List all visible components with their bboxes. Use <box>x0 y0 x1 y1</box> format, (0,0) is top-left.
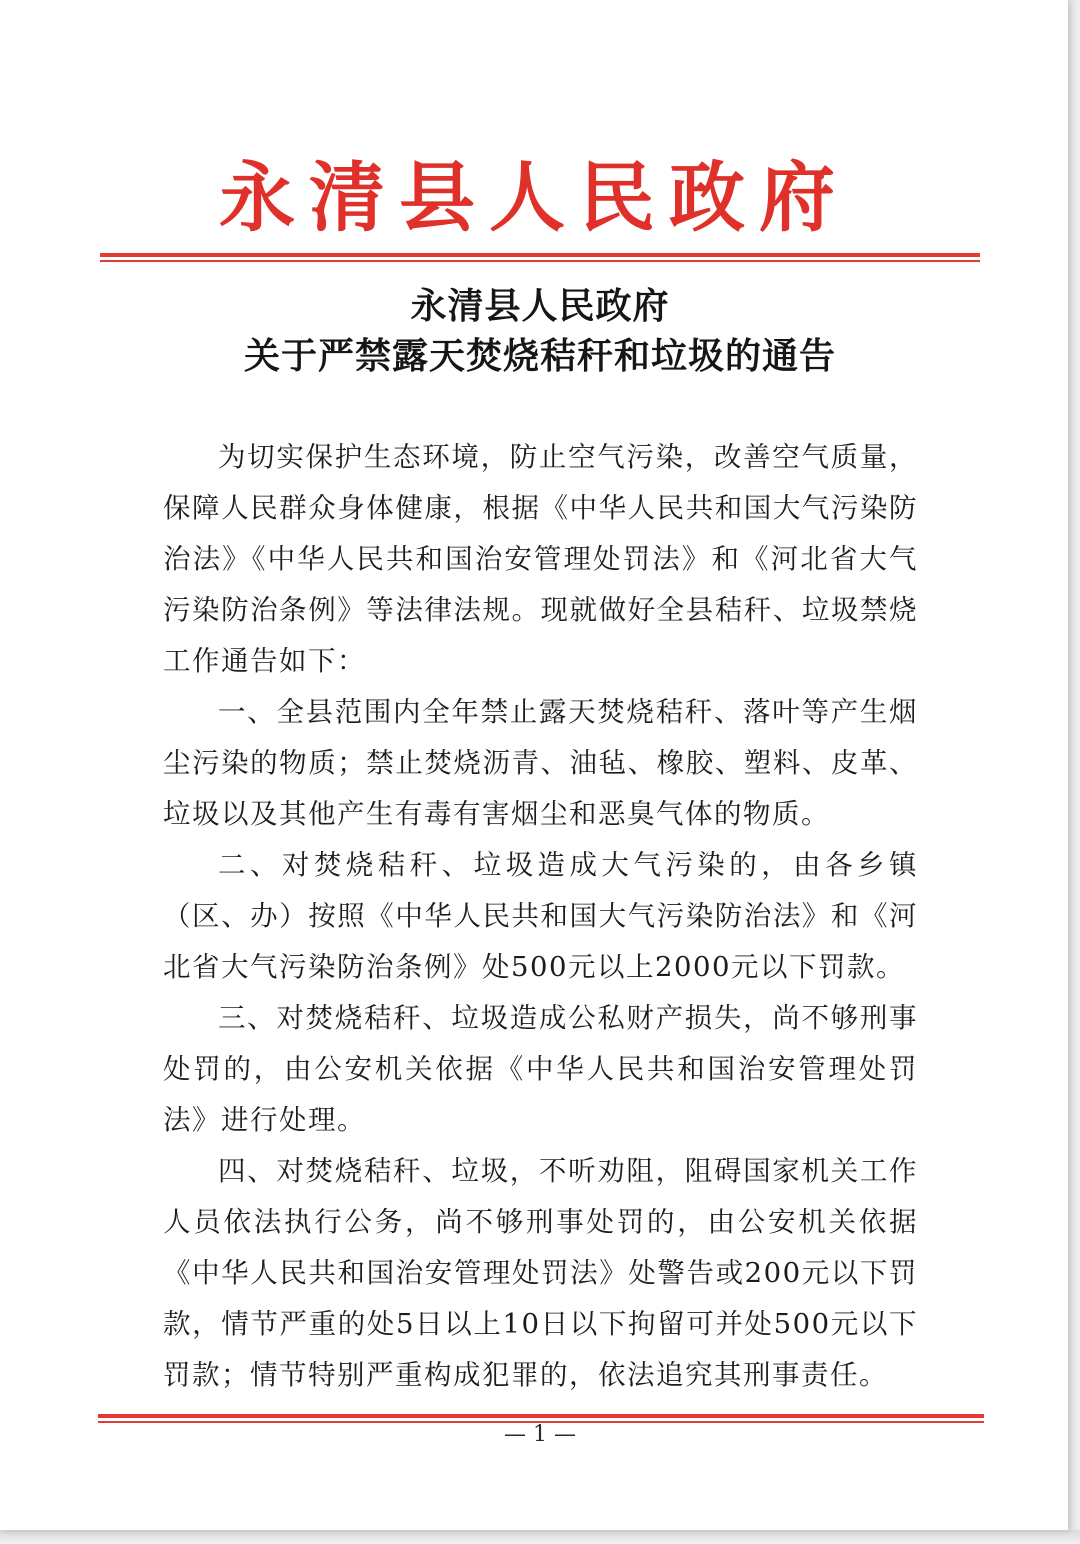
body-paragraph-item-2: 二、对焚烧秸秆、垃圾造成大气污染的，由各乡镇（区、办）按照《中华人民共和国大气污染防治法》和《河北省大气污染防治条例》处500元以上2000元以下罚款。 <box>163 849 918 983</box>
footer-rule-thick-line <box>98 1414 984 1418</box>
header-red-rule <box>100 253 980 262</box>
document-header-issuer: 永清县人民政府 <box>219 153 849 242</box>
document-title-line-2: 关于严禁露天焚烧秸秆和垃圾的通告 <box>243 335 836 377</box>
header-rule-thin-line <box>100 260 980 262</box>
page-bottom-edge-shadow <box>0 1530 1080 1544</box>
body-paragraph-item-4: 四、对焚烧秸秆、垃圾，不听劝阻，阻碍国家机关工作人员依法执行公务，尚不够刑事处罚的，由公安机关依据《中华人民共和国治安管理处罚法》处警告或200元以下罚款，情节严重的处5日以上10日以下拘留可并处500元以下罚款；情节特别严重构成犯罪的，依法追究其刑事责任。 <box>163 1155 918 1391</box>
document-title-line-1: 永清县人民政府 <box>410 285 670 327</box>
header-rule-thick-line <box>100 253 980 257</box>
page-number: — 1 — <box>504 1422 576 1447</box>
body-paragraph-preamble: 为切实保护生态环境，防止空气污染，改善空气质量，保障人民群众身体健康，根据《中华人民共和国大气污染防治法》《中华人民共和国治安管理处罚法》和《河北省大气污染防治条例》等法律法规。现就做好全县秸秆、垃圾禁烧工作通告如下： <box>163 441 918 677</box>
body-paragraph-item-1: 一、全县范围内全年禁止露天焚烧秸秆、落叶等产生烟尘污染的物质；禁止焚烧沥青、油毡、橡胶、塑料、皮革、垃圾以及其他产生有毒有害烟尘和恶臭气体的物质。 <box>163 696 918 830</box>
body-paragraph-item-3: 三、对焚烧秸秆、垃圾造成公私财产损失，尚不够刑事处罚的，由公安机关依据《中华人民共和国治安管理处罚法》进行处理。 <box>163 1002 918 1136</box>
document-body <box>163 432 918 1401</box>
